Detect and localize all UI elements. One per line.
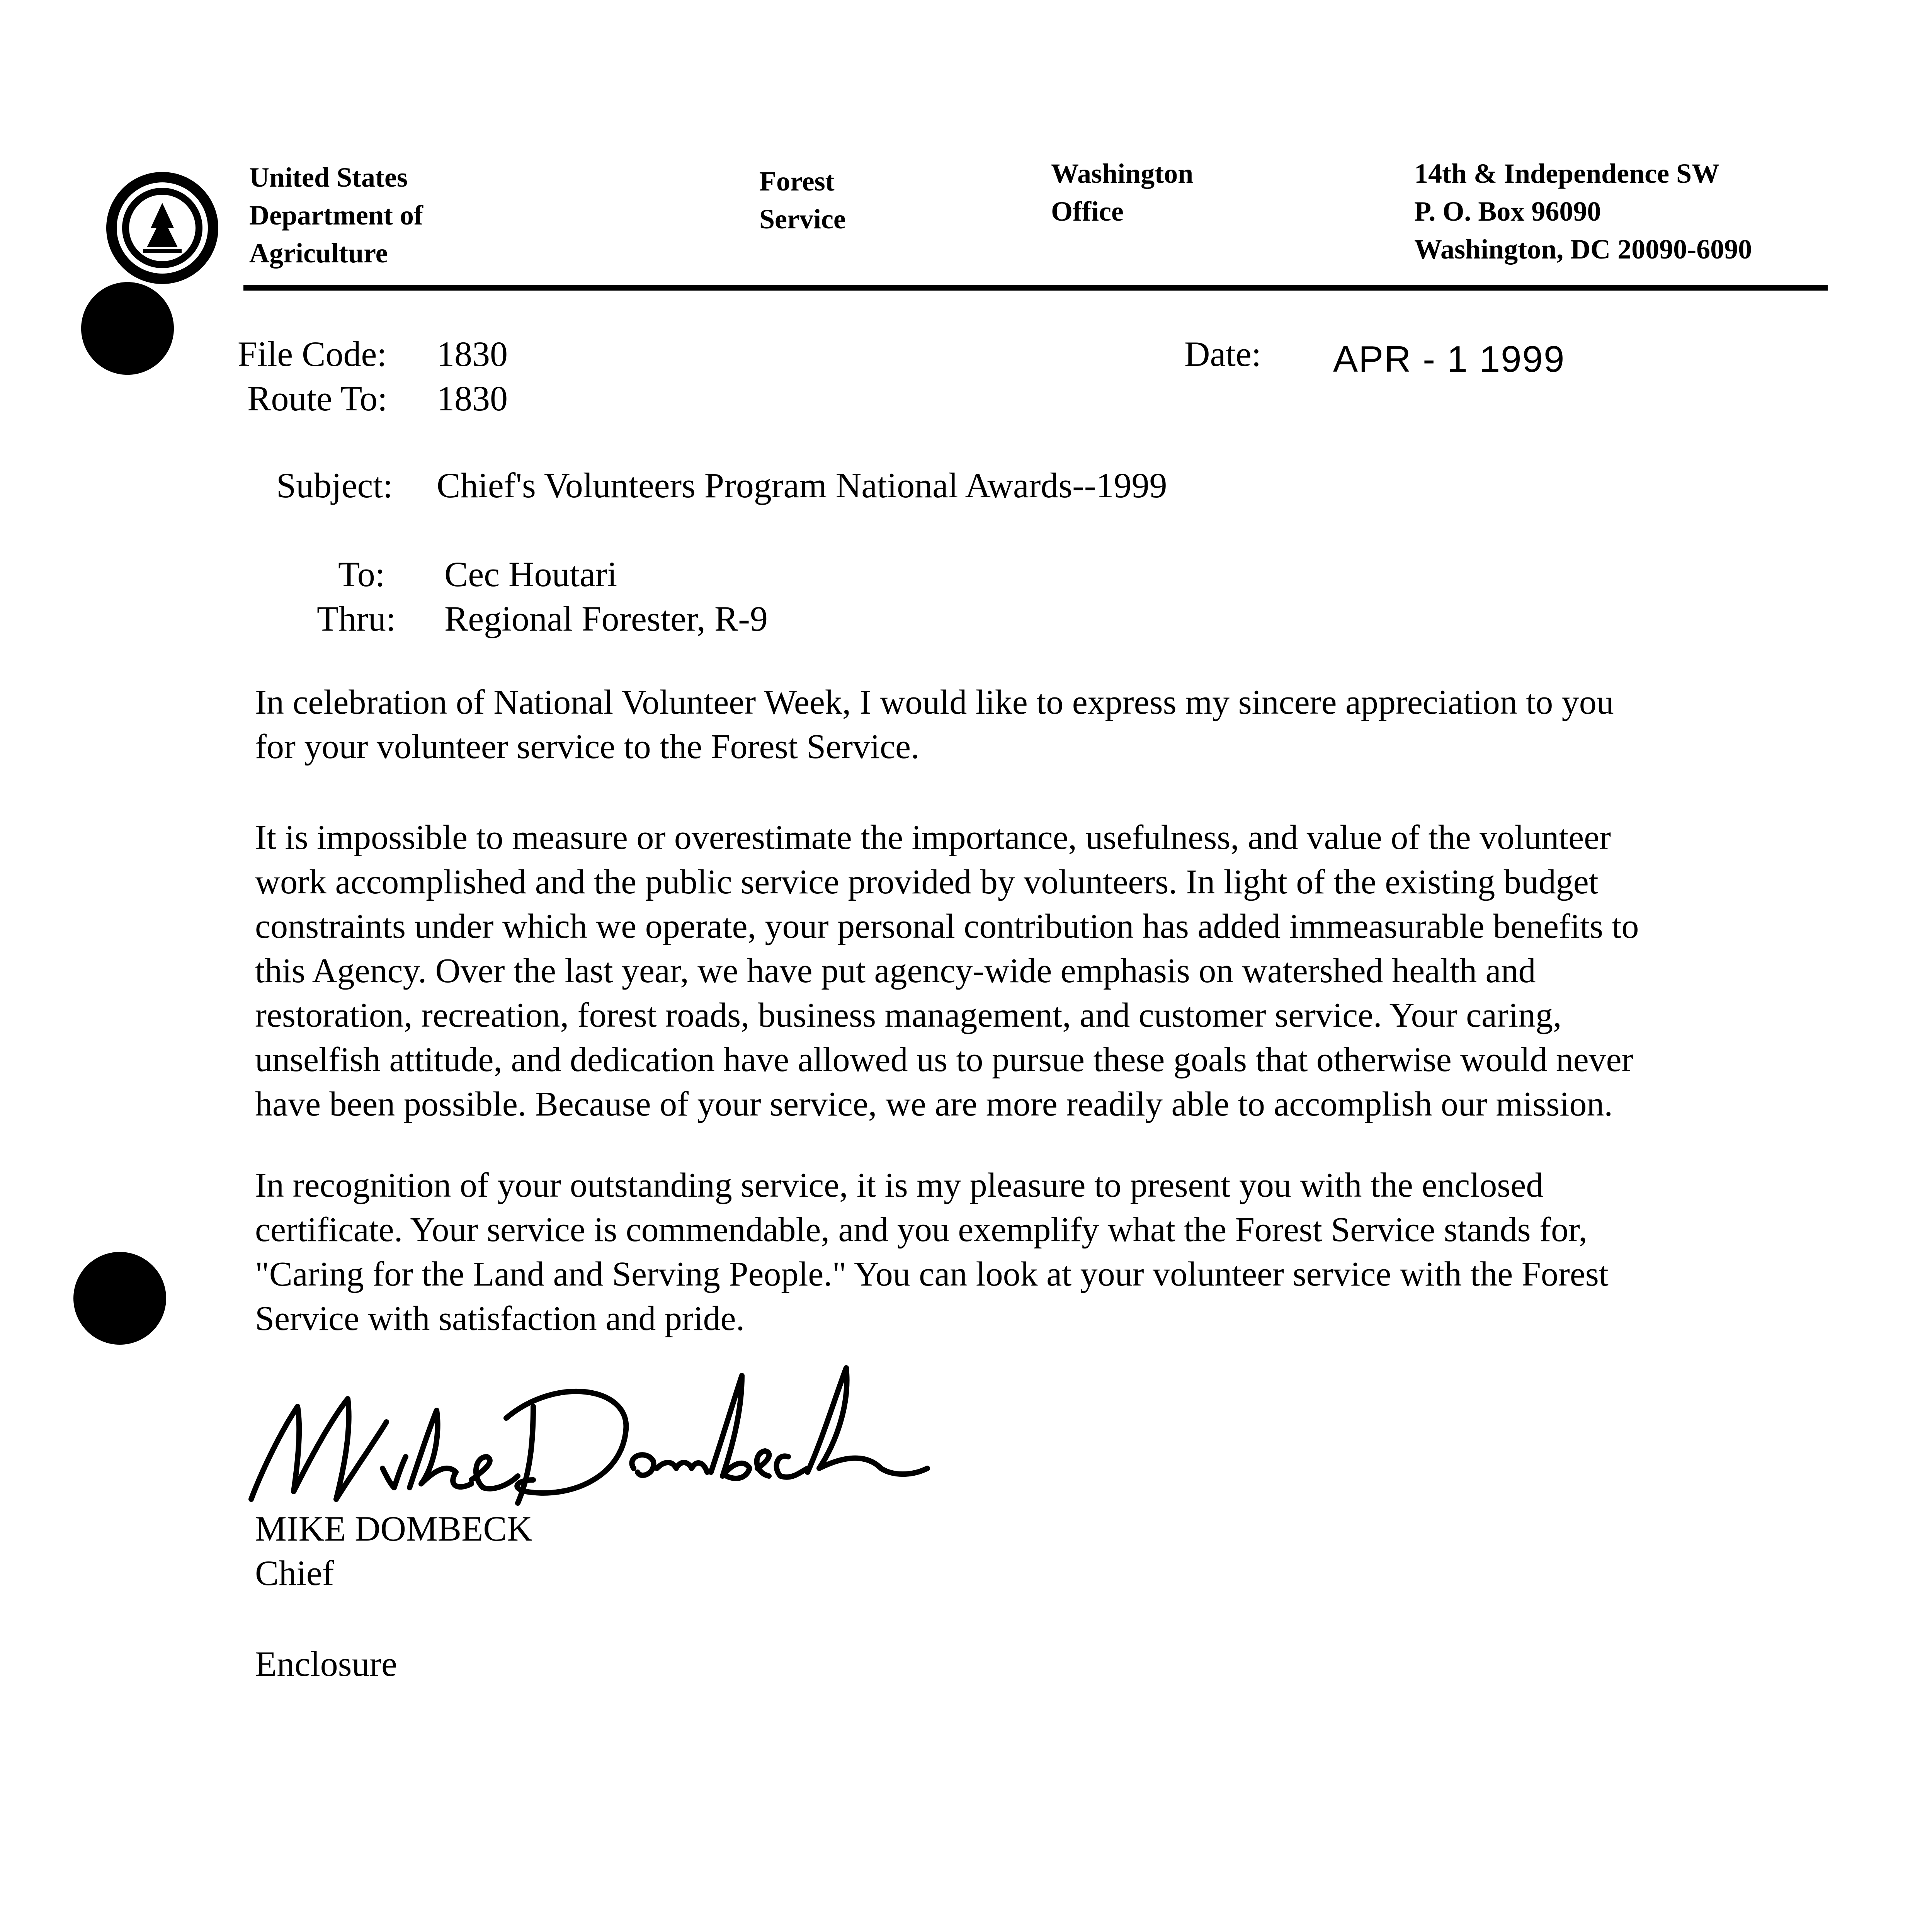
paragraph-3 — [255, 1163, 1793, 1341]
binder-hole-top — [81, 282, 174, 375]
subject-label: Subject: — [276, 466, 393, 505]
paragraph-3-line-3: "Caring for the Land and Serving People." You can look at your volunteer service with the Forest — [255, 1255, 1609, 1293]
paragraph-2-line-4: this Agency. Over the last year, we have put agency-wide emphasis on watershed health and — [255, 952, 1536, 990]
paragraph-1-line-1: In celebration of National Volunteer Week, I would like to express my sincere appreciation to you — [255, 683, 1614, 721]
route-to-label: Route To: — [247, 379, 388, 418]
paragraph-2-line-2: work accomplished and the public service provided by volunteers. In light of the existing budget — [255, 863, 1599, 901]
signer-name: MIKE DOMBECK — [255, 1509, 533, 1548]
department-line-3: Agriculture — [249, 238, 388, 269]
signature-image — [240, 1352, 935, 1515]
letterhead-agency — [759, 162, 846, 238]
enclosure-note: Enclosure — [255, 1644, 397, 1684]
agency-line-1: Forest — [759, 166, 835, 197]
file-code-label: File Code: — [238, 334, 387, 374]
thru-label: Thru: — [317, 599, 396, 638]
date-label: Date: — [1184, 334, 1262, 374]
file-code-value: 1830 — [437, 334, 508, 374]
paragraph-1 — [255, 680, 1793, 769]
to-label: To: — [338, 554, 385, 594]
paragraph-2 — [255, 815, 1793, 1126]
binder-hole-middle — [73, 1252, 166, 1345]
paragraph-3-line-2: certificate. Your service is commendable, and you exemplify what the Forest Service stands for, — [255, 1211, 1587, 1249]
paragraph-2-line-5: restoration, recreation, forest roads, business management, and customer service. Your caring, — [255, 996, 1562, 1034]
address-line-1: 14th & Independence SW — [1414, 158, 1720, 189]
letterhead-office — [1051, 155, 1193, 230]
to-value: Cec Houtari — [444, 554, 617, 594]
letterhead-rule — [243, 285, 1828, 291]
paragraph-2-line-7: have been possible. Because of your service, we are more readily able to accomplish our mission. — [255, 1085, 1613, 1123]
department-line-2: Department of — [249, 200, 423, 231]
department-line-1: United States — [249, 162, 408, 193]
route-to-value: 1830 — [437, 379, 508, 418]
paragraph-3-line-4: Service with satisfaction and pride. — [255, 1299, 745, 1338]
paragraph-2-line-3: constraints under which we operate, your personal contribution has added immeasurable benefits to — [255, 907, 1639, 946]
office-line-2: Office — [1051, 196, 1124, 227]
subject-value: Chief's Volunteers Program National Awards--1999 — [437, 466, 1167, 505]
signer-title: Chief — [255, 1553, 334, 1593]
paragraph-2-line-6: unselfish attitude, and dedication have allowed us to pursue these goals that otherwise would never — [255, 1041, 1633, 1079]
date-stamp: APR - 1 1999 — [1333, 338, 1565, 380]
address-line-2: P. O. Box 96090 — [1414, 196, 1601, 227]
letterhead-department — [249, 158, 423, 272]
paragraph-1-line-2: for your volunteer service to the Forest Service. — [255, 728, 920, 766]
paragraph-2-line-1: It is impossible to measure or overestimate the importance, usefulness, and value of the volunteer — [255, 818, 1611, 857]
agency-line-2: Service — [759, 204, 846, 235]
address-line-3: Washington, DC 20090-6090 — [1414, 234, 1752, 265]
letterhead-address — [1414, 155, 1752, 268]
usda-seal-icon — [104, 170, 220, 286]
paragraph-3-line-1: In recognition of your outstanding service, it is my pleasure to present you with the enclosed — [255, 1166, 1544, 1204]
thru-value: Regional Forester, R-9 — [444, 599, 768, 638]
office-line-1: Washington — [1051, 158, 1194, 189]
